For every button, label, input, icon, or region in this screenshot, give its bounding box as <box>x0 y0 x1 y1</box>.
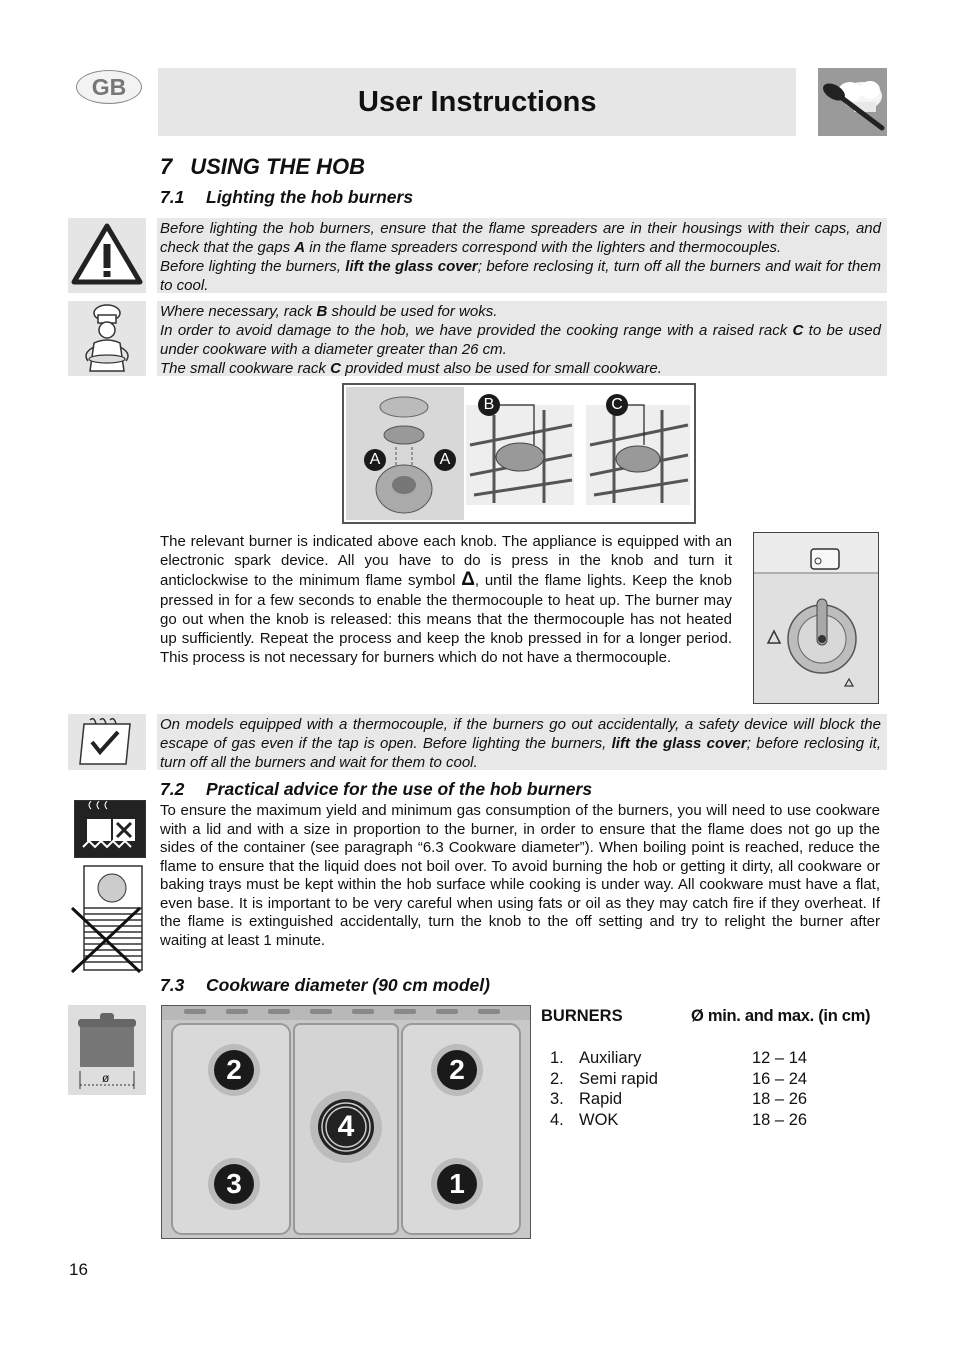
section-heading: 7 USING THE HOB <box>160 154 366 179</box>
subsection-heading-7-2: 7.2 Practical advice for the use of the hob burners <box>160 779 593 799</box>
diameter-range: 18 – 26 <box>752 1110 808 1129</box>
language-badge: GB <box>76 70 142 104</box>
hob-top-view-figure <box>161 1005 531 1239</box>
table-row <box>541 1048 891 1069</box>
burner-rack-figure <box>342 383 696 524</box>
burner-number: 1 <box>449 1168 465 1199</box>
burner-name: Semi rapid <box>579 1069 658 1088</box>
burner-diameter-table <box>541 1006 891 1130</box>
notepad-check-icon <box>68 714 146 770</box>
chef-hat-spoon-icon <box>818 68 887 136</box>
diameter-range: 12 – 14 <box>752 1049 808 1067</box>
chef-note: Where necessary, rack B should be used for woks. In order to avoid damage to the hob, we have provided the cooking range with a raised rack C to be used under cookware with a diameter greater than 26 cm. The small cookware rack C provided must also be used for small cookware. <box>157 301 887 376</box>
row-number: 3. <box>550 1090 564 1108</box>
row-number: 2. <box>550 1069 564 1088</box>
title-bar <box>158 68 796 136</box>
burner-name: Rapid <box>579 1090 623 1108</box>
burner-name: Auxiliary <box>579 1049 642 1067</box>
burner-number: 4 <box>337 1110 355 1143</box>
table-header-diameter: Ø min. and max. (in cm) <box>691 1007 871 1025</box>
page-number: 16 <box>69 1260 88 1279</box>
table-row <box>541 1089 891 1110</box>
knob-panel-illustration <box>753 532 879 704</box>
burner-number: 3 <box>226 1168 242 1199</box>
table-row <box>541 1069 891 1090</box>
table-row <box>541 1110 891 1131</box>
warning-note: Before lighting the hob burners, ensure that the flame spreaders are in their housings with their caps, and check that the gaps A in the flame spreaders correspond with the lighters and thermocouples. Before lighting the burners, lift the glass cover; before reclosing it, turn off all the burners and wait for them to cool. <box>157 218 887 293</box>
subsection-heading-7-1: 7.1 Lighting the hob burners <box>160 187 414 207</box>
page-title: User Instructions <box>358 86 597 118</box>
practical-advice-text: To ensure the maximum yield and minimum gas consumption of the burners, you will need to use cookware with a lid and with a size in proportion to the burner, in order to ensure that the flame does not go up the sides of the container (see paragraph “6.3 Cookware diameter”). When boiling point is reached, reduce the flame to ensure that the liquid does not boil over. To avoid burning the hob or getting it dirty, all cookware or baking trays must be kept within the hob surface while cooking is under way. All cookware must have a flat, even base. It is important to be very careful when using fats or oil as they may catch fire if they overheat. If the flame is extinguished accidentally, turn the knob to the off setting and try to relight the burner after waiting at least 1 minute. <box>160 802 880 949</box>
table-header-burners: BURNERS <box>541 1007 623 1025</box>
pot-diameter-icon <box>68 1005 146 1095</box>
warning-triangle-icon <box>68 218 146 293</box>
burner-number: 2 <box>449 1054 465 1085</box>
diameter-label: ø <box>102 1071 110 1085</box>
pot-on-flame-icon <box>74 800 146 858</box>
diameter-range: 16 – 24 <box>752 1069 808 1088</box>
diameter-range: 18 – 26 <box>752 1090 808 1108</box>
chef-icon <box>68 301 146 376</box>
label-a-left: A <box>364 449 386 471</box>
burner-name: WOK <box>579 1110 619 1129</box>
no-tray-on-hob-icon <box>70 864 146 974</box>
thermocouple-note: On models equipped with a thermocouple, if the burners go out accidentally, a safety device will block the escape of gas even if the tap is open. Before lighting the burners, lift the glass cover; before reclosing it, turn off all the burners and wait for them to cool. <box>157 714 887 770</box>
label-b: B <box>478 394 500 416</box>
burner-number: 2 <box>226 1054 242 1085</box>
row-number: 4. <box>550 1110 564 1129</box>
label-c: C <box>606 394 628 416</box>
subsection-heading-7-3: 7.3 Cookware diameter (90 cm model) <box>160 975 490 995</box>
lighting-instructions-text: The relevant burner is indicated above each knob. The appliance is equipped with an electronic spark device. All you have to do is press in the knob and turn it anticlockwise to the minimum flame symbol Δ, until the flame lights. Keep the knob pressed in for a few seconds to enable the thermocouple to heat up. The burner may go out when the knob is released: this means that the thermocouple has not heated up sufficiently. Repeat the process and keep the knob pressed in for a longer period. This process is not necessary for burners which do not have a thermocouple. <box>160 533 732 667</box>
label-a-right: A <box>434 449 456 471</box>
row-number: 1. <box>550 1049 564 1067</box>
